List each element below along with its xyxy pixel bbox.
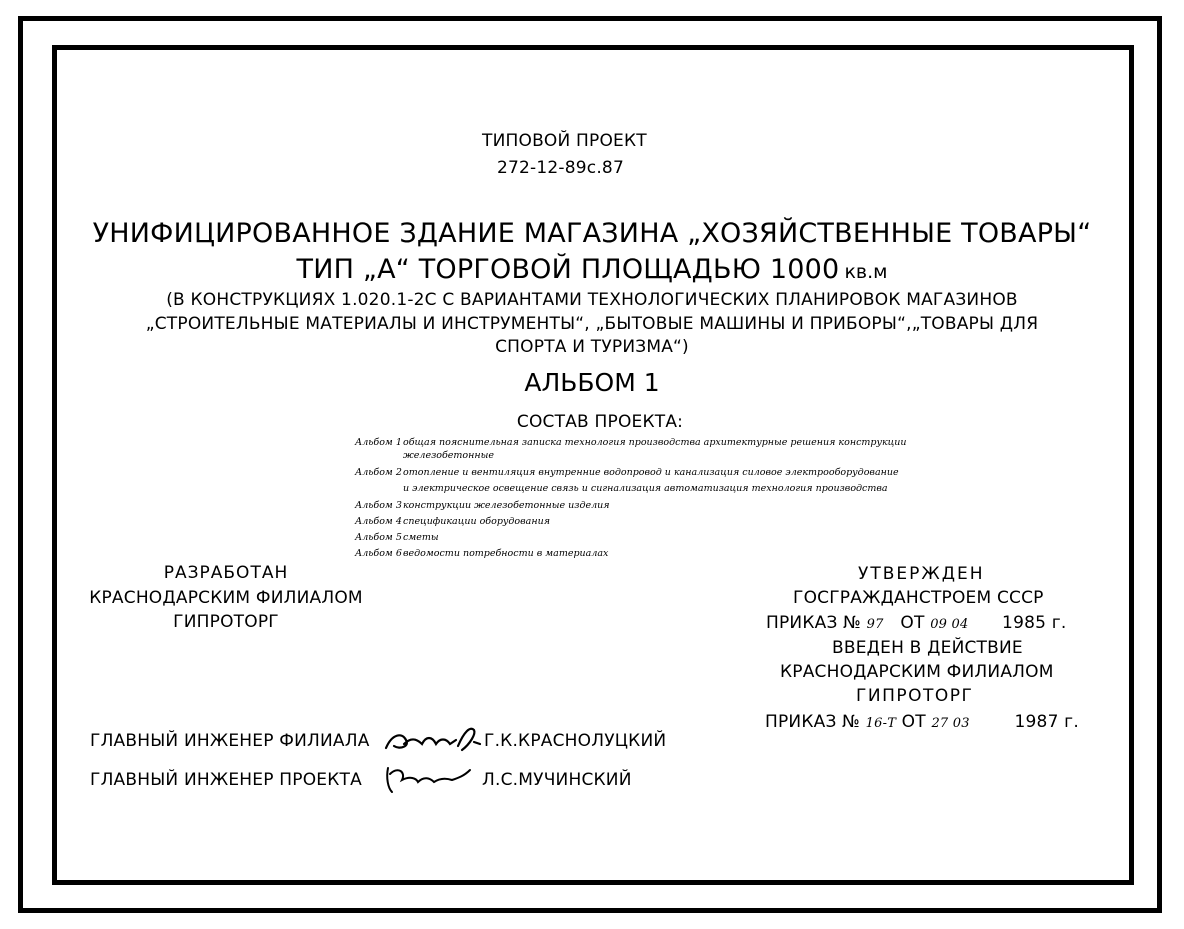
album-item-2	[355, 468, 899, 478]
approved-line2: ГОСГРАЖДАНСТРОЕМ СССР	[793, 588, 1044, 608]
developed-line1: РАЗРАБОТАН	[163, 563, 289, 583]
project-number: 272-12-89с.87	[497, 158, 624, 178]
title-line2-main: ТИП „А“ ТОРГОВОЙ ПЛОЩАДЬЮ 1000	[296, 254, 840, 285]
album-item-1	[355, 438, 907, 448]
album-item-label: Альбом 2	[355, 467, 402, 478]
album-title: АЛЬБОМ 1	[524, 368, 660, 397]
album-item-4	[355, 517, 550, 527]
branch-engineer-title: ГЛАВНЫЙ ИНЖЕНЕР ФИЛИАЛА	[90, 731, 370, 751]
header-line1: ТИПОВОЙ ПРОЕКТ	[482, 131, 647, 151]
album-item-label: Альбом 5	[355, 532, 402, 543]
album-item-text: спецификации оборудования	[403, 516, 551, 527]
album-item-5	[355, 533, 439, 543]
developed-line3: ГИПРОТОРГ	[173, 612, 279, 632]
order-year: 1985 г.	[1002, 613, 1067, 633]
order-number: 97	[866, 617, 884, 632]
order2-prefix: ПРИКАЗ №	[765, 712, 861, 732]
album-item-6	[355, 549, 608, 559]
order-date: 09 04	[930, 617, 969, 632]
album-item-text: отопление и вентиляция внутренние водопровод и канализация силовое электрооборудование	[403, 467, 899, 478]
composition-heading: СОСТАВ ПРОЕКТА:	[516, 412, 684, 432]
subtitle-line2: „СТРОИТЕЛЬНЫЕ МАТЕРИАЛЫ И ИНСТРУМЕНТЫ“, „БЫТОВЫЕ МАШИНЫ И ПРИБОРЫ“,„ТОВАРЫ ДЛЯ	[145, 314, 1039, 334]
approved-line5: КРАСНОДАРСКИМ ФИЛИАЛОМ	[780, 662, 1054, 682]
developed-line2: КРАСНОДАРСКИМ ФИЛИАЛОМ	[89, 588, 363, 608]
subtitle-line1: (В КОНСТРУКЦИЯХ 1.020.1-2С С ВАРИАНТАМИ ТЕХНОЛОГИЧЕСКИХ ПЛАНИРОВОК МАГАЗИНОВ	[166, 290, 1018, 310]
order2-number: 16-Т	[865, 716, 897, 731]
album-item-1-cont: железобетонные	[403, 450, 495, 461]
subtitle-line3: СПОРТА И ТУРИЗМА“)	[495, 337, 689, 357]
approved-line1: УТВЕРЖДЕН	[858, 564, 985, 584]
project-engineer-signature	[382, 758, 474, 796]
approved-order	[766, 615, 1066, 632]
approved-line4: ВВЕДЕН В ДЕЙСТВИЕ	[832, 638, 1023, 658]
approved-order2	[765, 714, 1079, 731]
order2-year: 1987 г.	[1014, 712, 1079, 732]
title-line2-unit: кв.м	[844, 261, 888, 283]
album-item-label: Альбом 6	[355, 548, 402, 559]
album-item-text: сметы	[403, 532, 439, 543]
order-from: ОТ	[900, 613, 925, 633]
album-item-text: общая пояснительная записка технология производства архитектурные решения конструкции	[403, 437, 907, 448]
album-item-text: ведомости потребности в материалах	[403, 548, 609, 559]
project-engineer-name: Л.С.МУЧИНСКИЙ	[482, 770, 632, 790]
album-item-label: Альбом 4	[355, 516, 402, 527]
order-prefix: ПРИКАЗ №	[766, 613, 862, 633]
project-engineer-title: ГЛАВНЫЙ ИНЖЕНЕР ПРОЕКТА	[90, 770, 362, 790]
order2-date: 27 03	[931, 716, 970, 731]
album-item-2-cont: и электрическое освещение связь и сигнализация автоматизация технология производства	[403, 483, 888, 494]
title-line1: УНИФИЦИРОВАННОЕ ЗДАНИЕ МАГАЗИНА „ХОЗЯЙСТВЕННЫЕ ТОВАРЫ“	[92, 218, 1092, 249]
album-item-text: конструкции железобетонные изделия	[403, 500, 610, 511]
album-item-label: Альбом 1	[355, 437, 402, 448]
album-item-3	[355, 501, 610, 511]
approved-line6: ГИПРОТОРГ	[856, 686, 974, 706]
branch-engineer-name: Г.К.КРАСНОЛУЦКИЙ	[484, 731, 667, 751]
title-line2	[0, 256, 1184, 283]
order2-from: ОТ	[901, 712, 926, 732]
album-item-label: Альбом 3	[355, 500, 402, 511]
branch-engineer-signature	[382, 722, 482, 754]
